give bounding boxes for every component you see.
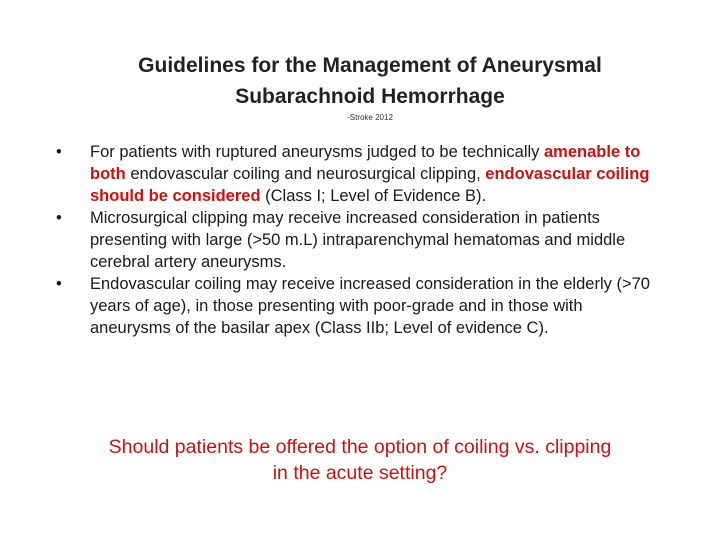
bullet-item-2 [56,207,666,273]
bullet-2-text: Microsurgical clipping may receive increased consideration in patients presenting with large (>50 m.L) intraparenchymal hematomas and middle cerebral artery aneurysms. [90,209,626,271]
bullet-1-highlight-amenable: amenable to both [90,143,641,183]
bullet-item-1 [56,141,666,207]
bullet-icon: • [56,143,62,161]
bullet-1-intro: For patients with ruptured aneurysms judged to be technically [90,143,544,161]
bullet-list [56,141,666,339]
title-line-1: Guidelines for the Management of Aneurysmal [138,54,602,77]
bullet-icon: • [56,209,62,227]
slide-title [60,50,680,112]
bullet-1-highlight-coiling: endovascular coiling should be considered [90,165,650,205]
bullet-item-3 [56,273,666,339]
bullet-3-text: Endovascular coiling may receive increased consideration in the elderly (>70 years of age), in those presenting with poor-grade and in those with aneurysms of the basilar apex (Class IIb; Level of evidence C). [90,275,650,337]
source-citation: -Stroke 2012 [347,113,393,122]
discussion-question [50,434,670,486]
question-line-2: in the acute setting? [272,462,448,484]
bullet-1-tail: (Class I; Level of Evidence B). [260,187,487,205]
bullet-icon: • [56,275,62,293]
question-line-1: Should patients be offered the option of coiling vs. clipping [108,436,612,458]
title-line-2: Subarachnoid Hemorrhage [235,85,505,108]
bullet-1-middle: endovascular coiling and neurosurgical clipping, [125,165,486,183]
